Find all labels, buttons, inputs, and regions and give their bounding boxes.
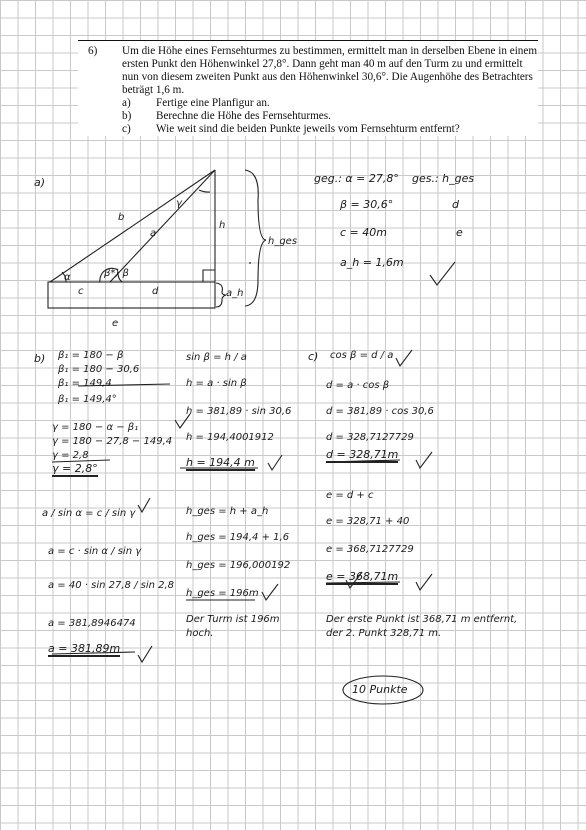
c-line-4: d = 328,71m: [326, 448, 399, 461]
hges-2: h_ges = 196,000192: [186, 560, 291, 571]
e-line-1: e = 328,71 + 40: [326, 516, 410, 527]
task-item-c: c) Wie weit sind die beiden Punkte jeweils vom Fernsehturm entfernt?: [122, 123, 460, 135]
answer-c-0: Der erste Punkt ist 368,71 m entfernt,: [326, 614, 518, 625]
given-e: e: [456, 226, 463, 239]
gamma-line-0: γ = 180 − α − β₁: [52, 422, 139, 433]
given-c: c = 40m: [340, 226, 387, 239]
answer-b-0: Der Turm ist 196m: [186, 614, 280, 625]
task-item-a: a) Fertige eine Planfigur an.: [122, 97, 270, 109]
gamma-line-2: γ = 2,8: [52, 450, 89, 461]
label-d: d: [152, 286, 159, 297]
sinelaw-1: a = c · sin α / sin γ: [48, 546, 142, 557]
check-a-icon: [138, 646, 152, 662]
sinelaw-0: a / sin α = c / sin γ: [42, 508, 136, 519]
height-1: h = a · sin β: [186, 378, 247, 389]
part-b-label: b): [34, 352, 46, 365]
label-ah: a_h: [226, 288, 244, 299]
answer-c-1: der 2. Punkt 328,71 m.: [326, 628, 442, 639]
score-text: 10 Punkte: [352, 683, 408, 696]
c-line-3: d = 328,7127729: [326, 432, 414, 443]
check-h-icon: [268, 455, 282, 470]
e-line-3: e = 368,71m: [326, 570, 399, 583]
hges-brace: [245, 170, 266, 306]
check-e-icon: [416, 574, 432, 590]
line-a: [110, 170, 215, 282]
label-h: h: [219, 220, 226, 231]
label-b: b: [118, 212, 125, 223]
given-wanted: ges.: h_ges: [412, 172, 475, 185]
check-hges-icon: [262, 584, 278, 600]
height-3: h = 194,4001912: [186, 432, 274, 443]
sinelaw-3: a = 381,8946474: [48, 618, 136, 629]
height-4: h = 194,4 m: [186, 456, 255, 469]
task-intro: Um die Höhe eines Fernsehturmes zu bestimmen, ermittelt man in derselben Ebene in einem ersten Punkt den Höhenwinkel 27,8°. Dann geht man 40 m auf den Turm zu und ermittelt nun von diesem zweiten Punkt aus den Höhenwinkel 30,6°. Die Augenhöhe des Betrachters beträgt 1,6 m.: [122, 45, 538, 96]
angle-gamma-arc: [199, 190, 210, 192]
c-line-0: cos β = d / a: [330, 350, 394, 361]
eye-level-rect: [48, 282, 215, 308]
hges-0: h_ges = h + a_h: [186, 506, 269, 517]
check-d-icon: [416, 452, 432, 468]
line-b: [50, 170, 215, 282]
c-line-1: d = a · cos β: [326, 380, 390, 391]
answer-b-1: hoch.: [186, 628, 214, 639]
label-a: a: [150, 228, 157, 239]
label-hges: h_ges: [268, 236, 298, 247]
beta1-line-3: β₁ = 149,4°: [58, 394, 117, 405]
right-angle-mark: [203, 270, 215, 282]
beta1-line-2: β₁ = 149,4: [58, 378, 112, 389]
part-c-label: c): [308, 350, 319, 363]
task-item-b: b) Berechne die Höhe des Fernsehturmes.: [122, 110, 331, 122]
given-d: d: [452, 198, 459, 211]
sinelaw-2: a = 40 · sin 27,8 / sin 2,8: [48, 580, 175, 591]
e-line-2: e = 368,7127729: [326, 544, 414, 555]
label-c: c: [78, 286, 84, 297]
sketch-part-label: a): [34, 176, 46, 189]
gamma-line-1: γ = 180 − 27,8 − 149,4: [52, 436, 173, 447]
height-0: sin β = h / a: [186, 352, 247, 363]
e-line-0: e = d + c: [326, 490, 374, 501]
sinelaw-4: a = 381,89m: [48, 642, 121, 655]
given-ah: a_h = 1,6m: [340, 256, 404, 269]
label-beta-pair: β*) β: [104, 268, 129, 279]
task-number: 6): [88, 45, 98, 57]
beta1-line-1: β₁ = 180 − 30,6: [58, 364, 140, 375]
hges-1: h_ges = 194,4 + 1,6: [186, 532, 290, 543]
hges-3: h_ges = 196m: [186, 588, 259, 599]
label-e: e: [112, 318, 119, 329]
check-c-icon: [396, 350, 412, 366]
height-2: h = 381,89 · sin 30,6: [186, 406, 292, 417]
beta1-line-0: β₁ = 180 − β: [58, 350, 124, 361]
check-sinelaw-icon: [138, 498, 150, 512]
label-alpha: α: [64, 272, 71, 283]
gamma-line-3: γ = 2,8°: [52, 462, 98, 475]
given-beta: β = 30,6°: [340, 198, 394, 211]
label-gamma: γ: [176, 198, 182, 209]
ah-brace: [216, 283, 226, 307]
c-line-2: d = 381,89 · cos 30,6: [326, 406, 434, 417]
given-alpha: geg.: α = 27,8°: [314, 172, 399, 185]
check-given-icon: [430, 262, 455, 285]
